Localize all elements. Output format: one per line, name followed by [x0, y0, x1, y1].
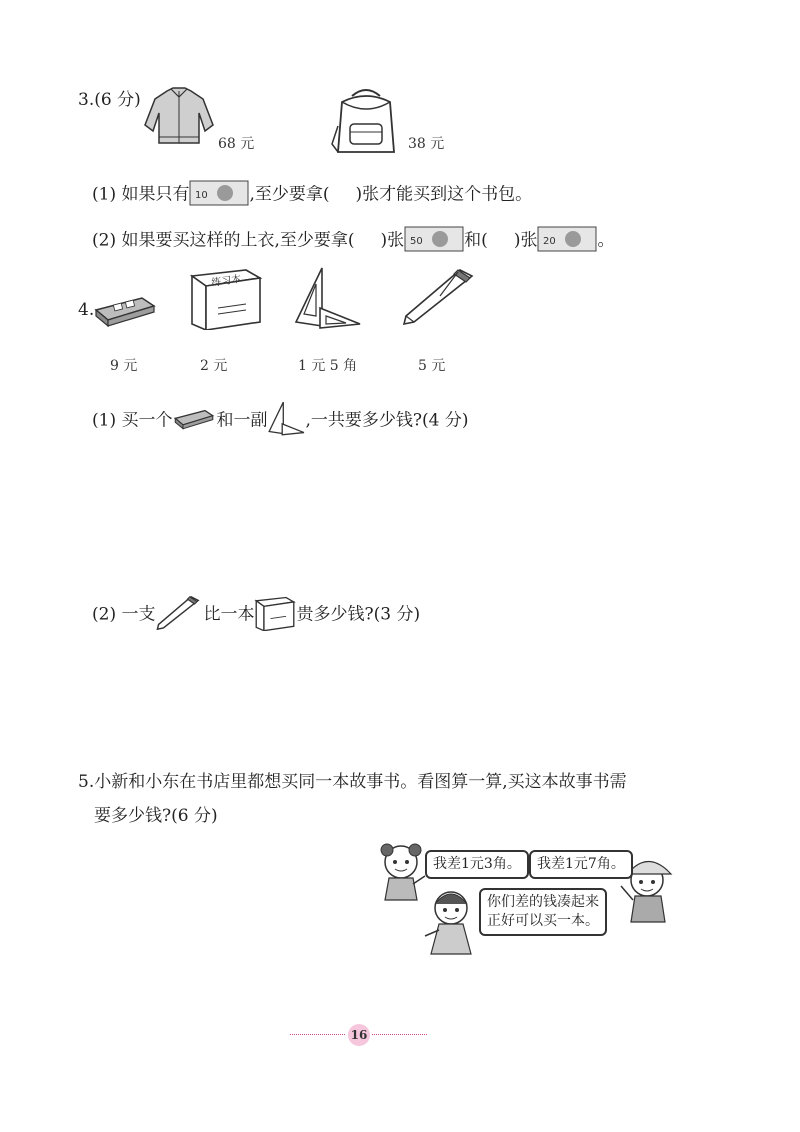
jacket-icon: [143, 85, 215, 147]
q3-part2-mid2: 和(: [464, 230, 488, 251]
jacket-price: 68 元: [218, 136, 255, 152]
q3-part2-pre: (2) 如果要买这样的上衣,至少要拿(: [92, 230, 355, 251]
pen-icon: [400, 266, 480, 328]
notebook-icon: [188, 266, 264, 330]
triangle-ruler-small-icon: [267, 400, 305, 442]
pen-price: 5 元: [418, 358, 446, 374]
q4-part2-pre: (2) 一支: [92, 604, 156, 625]
q5-line1-text: 小新和小东在书店里都想买同一本故事书。看图算一算,买这本故事书需: [94, 772, 627, 792]
speech-bubble-right: 我差1元7角。: [529, 850, 633, 879]
banknote-20-value: 20: [543, 236, 557, 247]
q4-part1-pre: (1) 买一个: [92, 410, 173, 431]
pencil-case-icon: [92, 294, 158, 328]
q5-number: 5.: [78, 772, 95, 792]
q3-part1-post: )张才能买到这个书包。: [355, 184, 533, 205]
triangle-ruler-icon: [292, 266, 362, 332]
speech-bubble-bottom-line2: 正好可以买一本。: [487, 912, 599, 929]
q4-part1: [92, 400, 469, 442]
page-divider-right: [372, 1034, 427, 1035]
pencil-case-small-icon: [172, 408, 216, 434]
q4-number: 4.: [78, 300, 95, 320]
banknote-50-value: 50: [410, 236, 423, 247]
q4-part2-post: 贵多少钱?(3 分): [296, 604, 421, 625]
q4-part1-post: ,一共要多少钱?(4 分): [305, 410, 469, 431]
q3-part2: [92, 226, 614, 256]
speech-bubble-bottom: [479, 888, 607, 936]
page-divider-left: [290, 1034, 345, 1035]
q3-part1-pre: (1) 如果只有: [92, 184, 190, 205]
notebook-label: 练习本: [210, 273, 243, 289]
q3-score: (6 分): [94, 90, 141, 110]
q4-part1-mid: 和一副: [216, 410, 268, 431]
notebook-price: 2 元: [200, 358, 228, 374]
q5-illustration: [375, 838, 675, 958]
q3-part2-mid1: )张: [380, 230, 405, 251]
backpack-icon: [330, 86, 402, 158]
notebook-small-icon: [254, 595, 296, 635]
q3-number-text: 3.: [78, 90, 95, 110]
speech-bubble-left: 我差1元3角。: [425, 850, 529, 879]
q3-part1: [92, 180, 532, 210]
q3-part2-end: 。: [597, 230, 615, 251]
q4-part2: [92, 594, 420, 636]
banknote-10-icon: [189, 180, 249, 210]
backpack-price: 38 元: [408, 136, 445, 152]
banknote-50-icon: [404, 226, 464, 256]
banknote-10-value: 10: [195, 190, 209, 201]
q5-line2: 要多少钱?(6 分): [94, 806, 218, 826]
q3-number: [78, 92, 141, 109]
q5-line1: [78, 774, 627, 791]
pen-small-icon: [155, 594, 203, 636]
banknote-20-icon: [537, 226, 597, 256]
q3-part2-mid3: )张: [513, 230, 538, 251]
page-number: 16: [348, 1024, 370, 1046]
q3-part1-mid: ,至少要拿(: [249, 184, 330, 205]
ruler-price: 1 元 5 角: [298, 358, 358, 374]
speech-bubble-bottom-line1: 你们差的钱凑起来: [487, 894, 599, 910]
q4-part2-mid: 比一本: [203, 604, 255, 625]
pencil-case-price: 9 元: [110, 358, 138, 374]
